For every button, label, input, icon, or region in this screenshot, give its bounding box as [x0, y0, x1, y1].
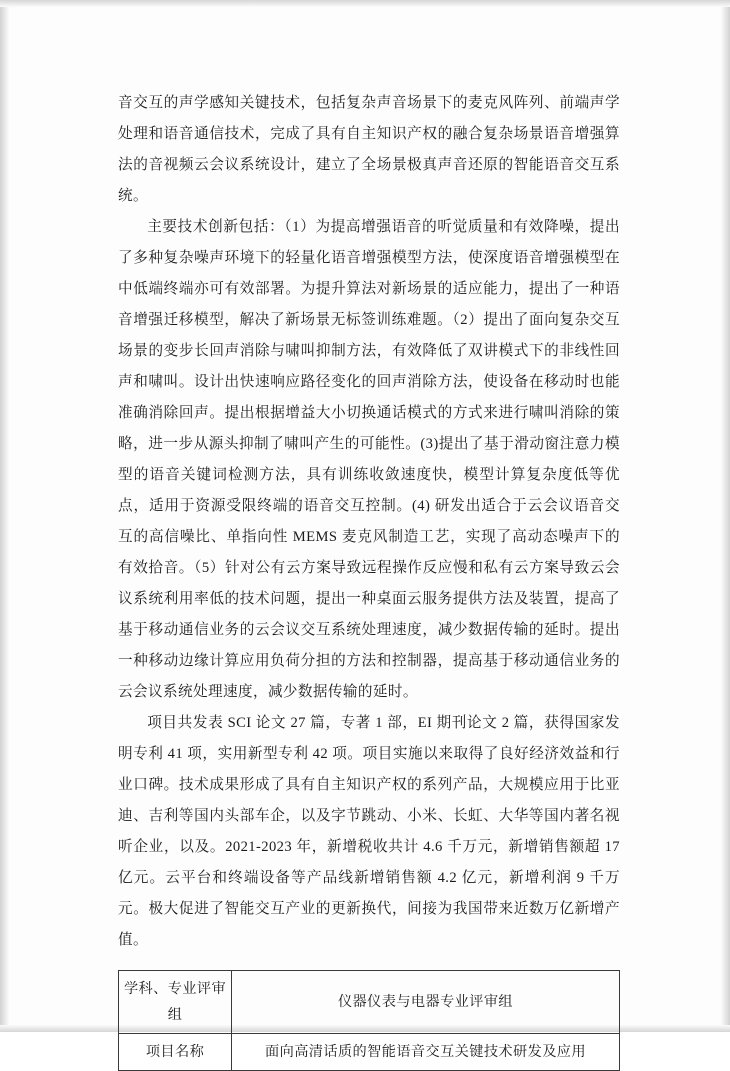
- table-row: [119, 1034, 620, 1071]
- page-right-shadow: [721, 0, 730, 1032]
- paragraph-innovations: 主要技术创新包括：（1）为提高增强语音的听觉质量和有效降噪，提出了多种复杂噪声环境下的轻量化语音增强模型方法，使深度语音增强模型在中低端终端亦可有效部署。为提升算法对新场景的适应能力，提出了一种语音增强迁移模型，解决了新场景无标签训练难题。（2）提出了面向复杂交互场景的变步长回声消除与啸叫抑制方法，有效降低了双讲模式下的非线性回声和啸叫。设计出快速响应路径变化的回声消除方法，使设备在移动时也能准确消除回声。提出根据增益大小切换通话模式的方式来进行啸叫消除的策略，进一步从源头抑制了啸叫产生的可能性。(3)提出了基于滑动窗注意力模型的语音关键词检测方法，具有训练收敛速度快，模型计算复杂度低等优点，适用于资源受限终端的语音交互控制。(4) 研发出适合于云会议语音交互的高信噪比、单指向性 MEMS 麦克风制造工艺，实现了高动态噪声下的有效拾音。（5）针对公有云方案导致远程操作反应慢和私有云方案导致云会议系统利用率低的技术问题，提出一种桌面云服务提供方法及装置，提高了基于移动通信业务的云会议交互系统处理速度，减少数据传输的延时。提出一种移动边缘计算应用负荷分担的方法和控制器，提高基于移动通信业务的云会议系统处理速度，减少数据传输的延时。: [118, 219, 620, 700]
- page-top-shadow: [0, 0, 730, 7]
- table-cell-value-discipline: 仪器仪表与电器专业评审组: [232, 971, 620, 1034]
- table-cell-label-project-name: 项目名称: [119, 1034, 232, 1071]
- paragraph-results: 项目共发表 SCI 论文 27 篇，专著 1 部，EI 期刊论文 2 篇，获得国家发明专利 41 项，实用新型专利 42 项。项目实施以来取得了良好经济效益和行业口碑。技术成果形成了具有自主知识产权的系列产品，大规模应用于比亚迪、吉利等国内头部车企，以及字节跳动、小米、长虹、大华等国内著名视听企业，以及。2021-2023 年，新增税收共计 4.6 千万元，新增销售额超 17 亿元。云平台和终端设备等产品线新增销售额 4.2 亿元，新增利润 9 千万元。极大促进了智能交互产业的更新换代，间接为我国带来近数万亿新增产值。: [118, 715, 620, 948]
- table-cell-label-discipline: 学科、专业评审组: [119, 971, 232, 1034]
- page-content: [118, 88, 620, 1071]
- table-cell-value-project-name: 面向高清话质的智能语音交互关键技术研发及应用: [232, 1034, 620, 1071]
- project-info-table: [118, 970, 620, 1071]
- paragraph-continuation: 音交互的声学感知关键技术，包括复杂声音场景下的麦克风阵列、前端声学处理和语音通信技术，完成了具有自主知识产权的融合复杂场景语音增强算法的音视频云会议系统设计，建立了全场景极真声音还原的智能语音交互系统。: [118, 95, 620, 204]
- page-left-shadow: [0, 0, 9, 1032]
- table-row: [119, 971, 620, 1034]
